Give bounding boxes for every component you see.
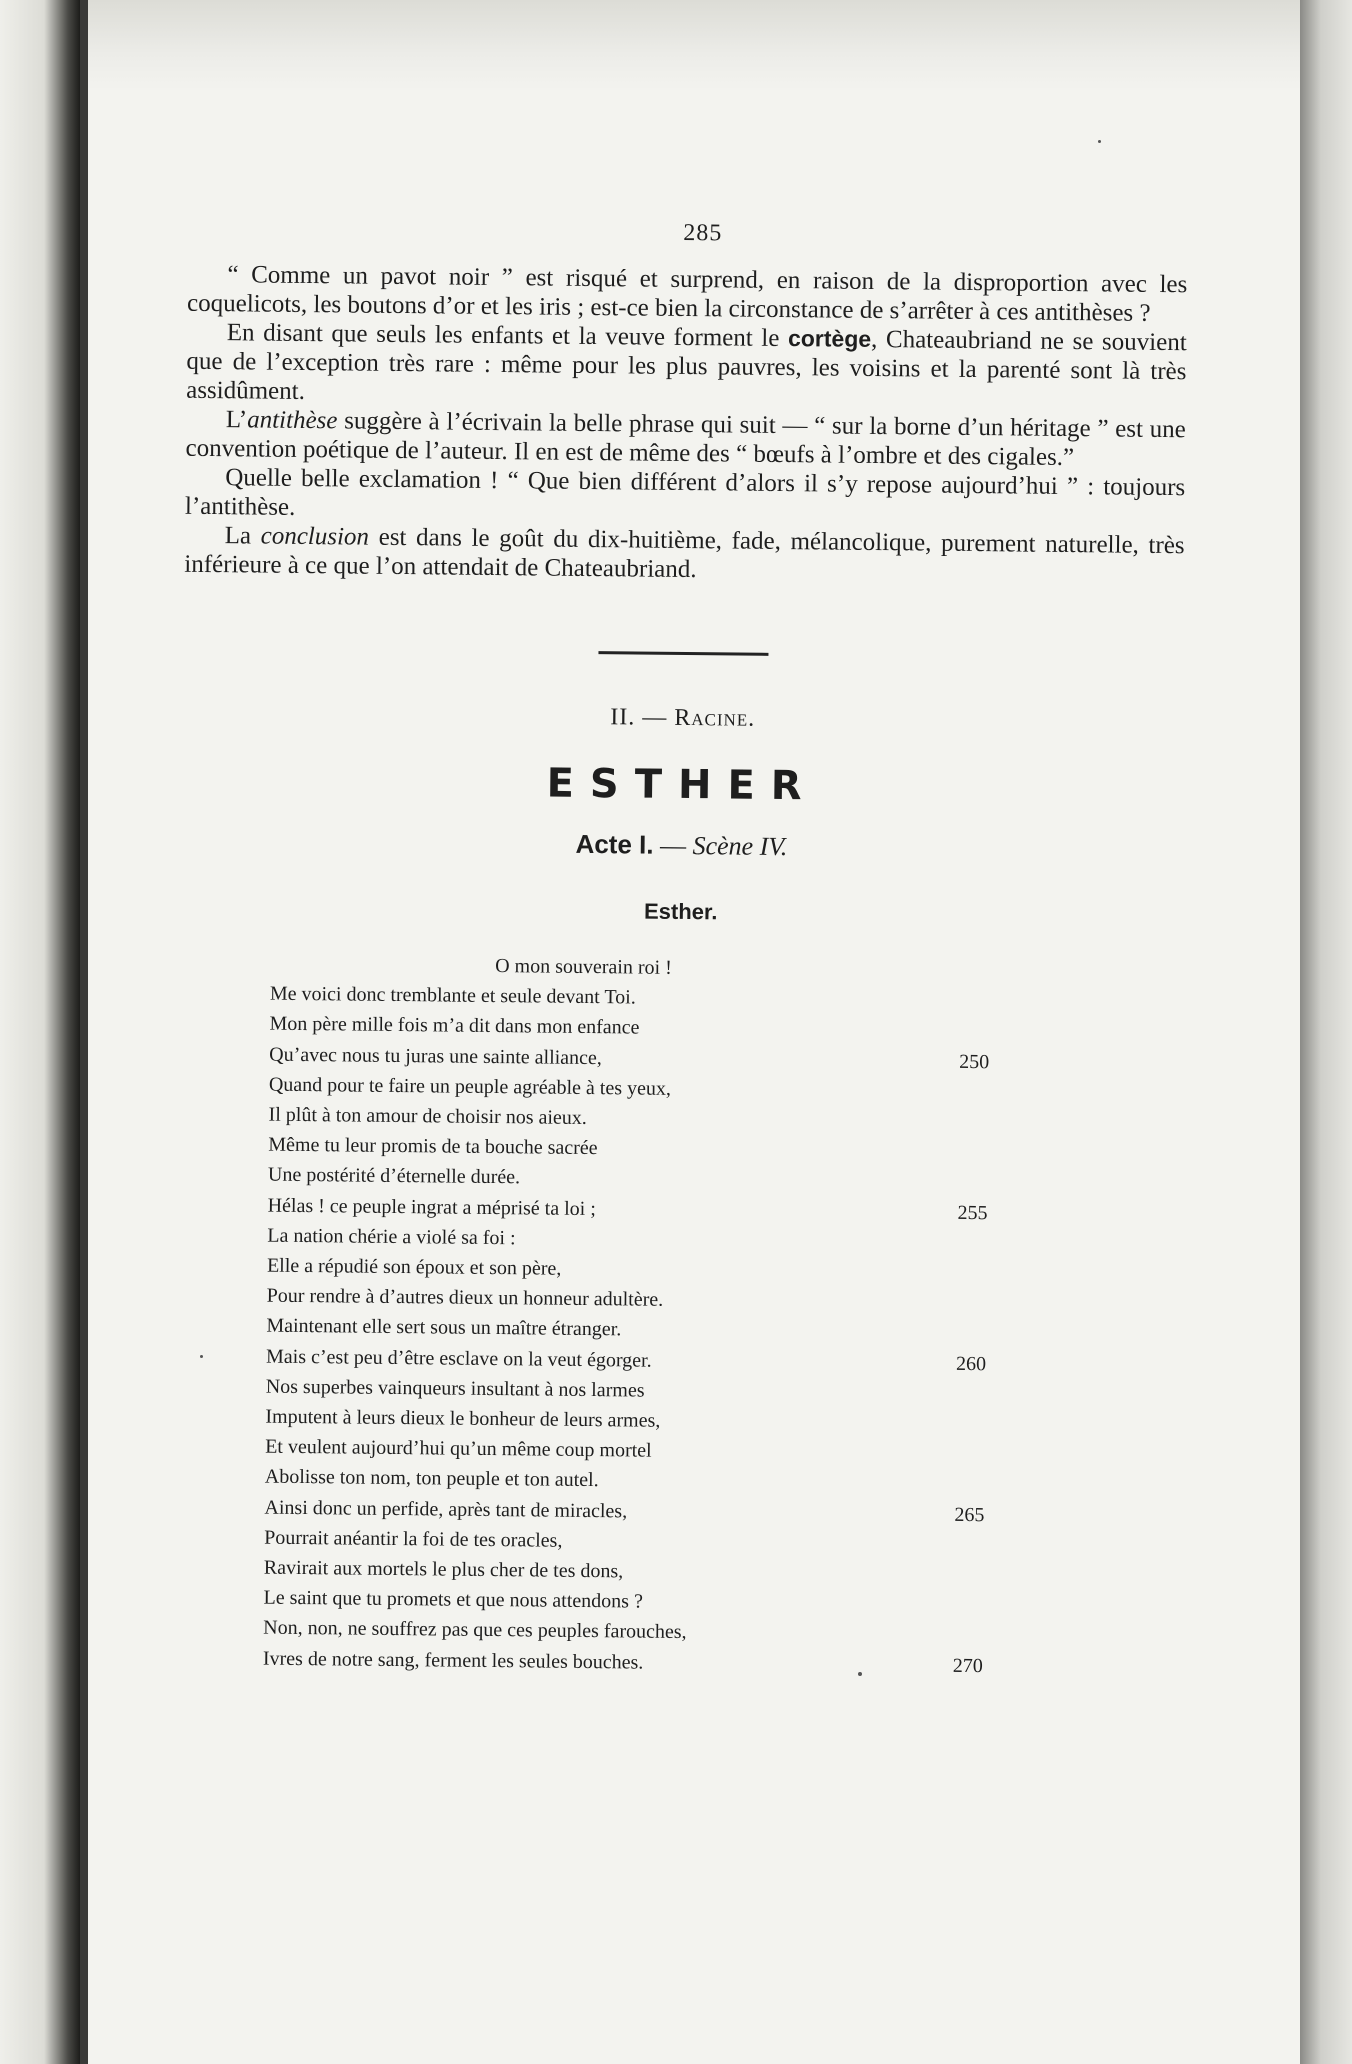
verse-text: La nation chérie a violé sa foi : [267,1224,516,1250]
page-content [173,215,1188,1683]
prose-paragraph [185,463,1186,531]
prose-run: Quelle belle exclamation ! “ Que bien différent d’alors il s’y repose aujourd’hui ” : toujours l’antithèse. [184,464,1186,521]
section-numeral: II. — [610,704,668,731]
page-top-shadow [88,0,1300,90]
prose-run: est dans le goût du dix-huitième, fade, mélancolique, purement naturelle, très inférieure à ce que l’on attendait de Chateaubriand. [184,523,1185,584]
prose-paragraph [185,405,1186,473]
line-number: 270 [952,1654,983,1677]
verse-text: Non, non, ne souffrez pas que ces peuples farouches, [263,1617,687,1644]
prose-run: , Chateaubriand ne se souvient que de l’exception très rare : même pour les plus pauvres, les voisins et la parenté sont là très assidûment. [186,325,1187,405]
prose-run: antithèse [247,406,338,435]
scene-label: Scène IV. [692,831,788,862]
prose-run: En disant que seuls les enfants et la veuve forment le [226,319,789,353]
prose-run: “ Comme un pavot noir ” est risqué et surprend, en raison de la disproportion avec les coquelicots, les boutons d’or et les iris ; est-ce bien la circonstance de s’arrêter à ces antithèses ? [186,261,1188,327]
verse-text: Imputent à leurs dieux le bonheur de leurs armes, [265,1405,661,1432]
verse-text: Et veulent aujourd’hui qu’un même coup mortel [265,1435,652,1462]
verse-text: Ravirait aux mortels le plus cher de tes dons, [263,1556,624,1583]
scan-right-margin [1300,0,1352,2064]
scan-left-margin [0,0,80,2064]
prose-run: L’ [225,406,248,434]
prose-paragraph [184,521,1185,589]
section-divider [598,651,768,656]
act-scene-dash: — [653,830,693,861]
verse-text: Une postérité d’éternelle durée. [267,1164,521,1189]
verse-text: Il plût à ton amour de choisir nos aieux. [268,1103,587,1130]
prose-run: La [224,522,261,550]
prose-paragraph [186,318,1187,415]
book-page [88,0,1300,2064]
verse-text: Le saint que tu promets et que nous attendons ? [263,1586,644,1613]
page-number: 285 [683,219,723,247]
verse-text: O mon souverain roi ! [495,955,672,979]
act-label: Acte I. [575,828,654,860]
verse-text: Abolisse ton nom, ton peuple et ton autel. [264,1466,599,1492]
verse-text: Pourrait anéantir la foi de tes oracles, [264,1526,563,1552]
line-number: 250 [959,1050,990,1073]
verse-text: Hélas ! ce peuple ingrat a méprisé ta loi ; [267,1194,596,1220]
paper-speck [1098,140,1101,143]
play-title: ESTHER [546,760,818,810]
prose-paragraph [187,260,1188,328]
prose-run: suggère à l’écrivain la belle phrase qui suit — “ sur la borne d’un héritage ” est une convention poétique de l’auteur. Il en est de même des “ bœufs à l’ombre et des cigales.” [185,407,1186,472]
verse-text: Me voici donc tremblante et seule devant Toi. [269,982,636,1009]
verse-text: Ivres de notre sang, ferment les seules bouches. [262,1647,644,1674]
speaker-name: Esther. [643,898,718,925]
verse-text: Quand pour te faire un peuple agréable à tes yeux, [268,1073,672,1100]
section-heading [183,700,1183,737]
act-scene-heading [181,825,1181,866]
verse-text: Elle a répudié son époux et son père, [266,1254,562,1280]
verse-block [263,949,1031,1682]
section-author: Racine. [674,704,756,732]
line-number: 265 [954,1503,985,1526]
commentary-text [184,260,1187,589]
prose-run: conclusion [260,522,370,551]
verse-text: Même tu leur promis de ta bouche sacrée [268,1133,598,1160]
verse-text: Qu’avec nous tu juras une sainte alliance, [269,1043,602,1069]
verse-text: Maintenant elle sert sous un maître étranger. [266,1315,622,1341]
line-number: 260 [955,1352,987,1375]
verse-text: Pour rendre à d’autres dieux un honneur adultère. [266,1284,664,1312]
verse-text: Mon père mille fois m’a dit dans mon enfance [269,1013,640,1039]
verse-text: Mais c’est peu d’être esclave on la veut égorger. [265,1345,652,1372]
prose-run: cortège [787,325,872,352]
line-number: 255 [957,1201,988,1224]
verse-text: Ainsi donc un perfide, après tant de miracles, [264,1496,628,1523]
verse-text: Nos superbes vainqueurs insultant à nos larmes [265,1375,645,1402]
